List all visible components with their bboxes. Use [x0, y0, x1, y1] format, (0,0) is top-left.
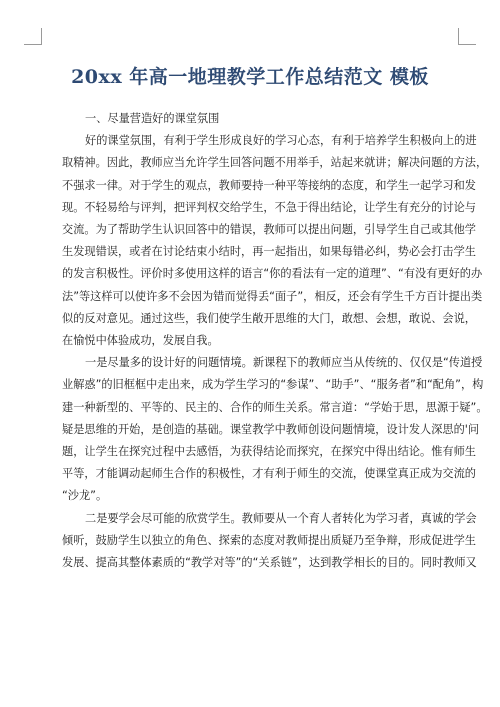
paragraph-line: 生发现错误，或者在讨论结束小结时，再一起指出，如果每错必纠，势必会打击学生 [62, 245, 476, 259]
crop-mark-top-right-h [459, 44, 476, 45]
paragraph-line: 建一种新型的、平等的、民主的、合作的师生关系。常言道：“学始于思，思源于疑”。 [62, 400, 488, 414]
paragraph-line: 在愉悦中体验成功，发展自我。 [62, 334, 219, 348]
paragraph-line: 交流。为了帮助学生认识回答中的错误，教师可以提出问题，引导学生自己或其他学 [62, 223, 476, 237]
paragraph-line: 取精神。因此，教师应当允许学生回答问题不用举手，站起来就讲；解决问题的方法， [62, 156, 488, 170]
paragraph-line: 法”等这样可以使许多不会因为错而觉得丢“面子”，相反，还会有学生千方百计提出类 [62, 289, 483, 303]
crop-mark-top-right-v [458, 28, 459, 45]
paragraph-line: 一是尽量多的设计好的问题情境。新课程下的教师应当从传统的、仅仅是“传道授 [85, 356, 483, 370]
page-title: 20xx 年高一地理教学工作总结范文 模板 [71, 66, 429, 88]
paragraph-line: 不强求一律。对于学生的观点，教师要持一种平等接纳的态度，和学生一起学习和发 [62, 178, 476, 192]
crop-mark-top-left-h [24, 44, 41, 45]
paragraph-line: 二是要学会尽可能的欣赏学生。教师要从一个育人者转化为学习者，真诚的学会 [85, 511, 477, 525]
document-body [62, 108, 488, 574]
paragraph-line: 发展、提高其整体素质的“教学对等”的“关系链”，达到教学相长的目的。同时教师又 [62, 556, 477, 570]
paragraph-line: 倾听，鼓励学生以独立的角色、探索的态度对教师提出质疑乃至争辩，形成促进学生 [62, 533, 476, 547]
paragraph-line: “沙龙”。 [62, 489, 108, 503]
paragraph-line: 的发言积极性。评价时多使用这样的语言“你的看法有一定的道理”、“有没有更好的办 [62, 267, 483, 281]
paragraph-line: 似的反对意见。通过这些，我们使学生敞开思维的大门，敢想、会想，敢说、会说， [62, 311, 476, 325]
crop-mark-top-left-v [41, 28, 42, 45]
paragraph-line: 现。不轻易给与评判，把评判权交给学生，不急于得出结论，让学生有充分的讨论与 [62, 200, 476, 214]
paragraph-line: 好的课堂氛围，有利于学生形成良好的学习心态，有利于培养学生积极向上的进 [85, 134, 477, 148]
paragraph-line: 业解惑”的旧框框中走出来，成为学生学习的“参谋”、“助手”、“服务者”和“配角”，构 [62, 378, 484, 392]
paragraph-line: 疑是思维的开始，是创造的基础。课堂教学中教师创设问题情境，设计发人深思的'问 [62, 422, 480, 436]
paragraph-line: 平等，才能调动起师生合作的积极性，才有利于师生的交流，使课堂真正成为交流的 [62, 467, 476, 481]
section-heading: 一、尽量营造好的课堂氛围 [85, 112, 220, 125]
paragraph-line: 题，让学生在探究过程中去感悟，为获得结论而探究，在探究中得出结论。惟有师生 [62, 445, 476, 459]
